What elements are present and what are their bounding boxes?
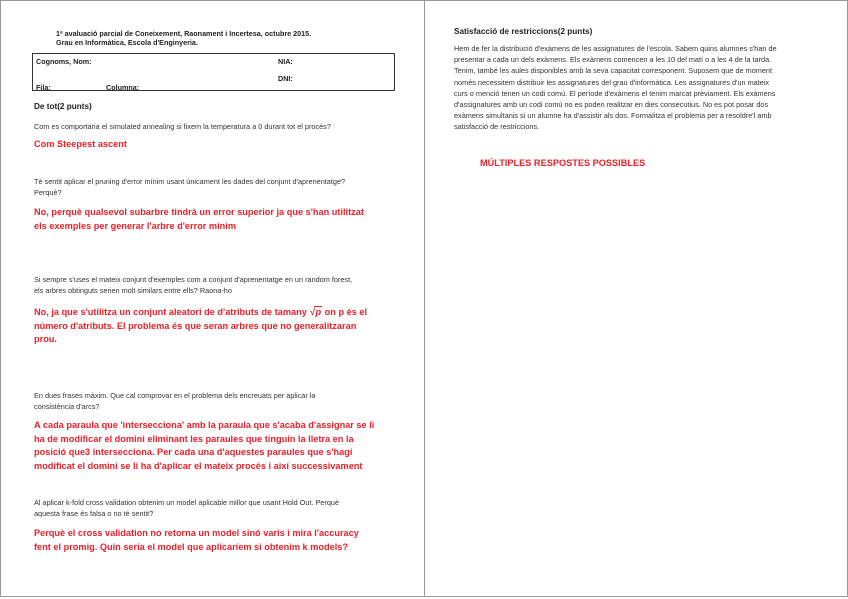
question-5: Al aplicar k-fold cross validation obtenim un model aplicable millor que usant Hold Out. Perquè aquesta frase és falsa o no té sentit? [34,498,340,518]
right-page [424,0,848,597]
answer-5: Perquè el cross validation no retorna un model sinó varis i mira l'accuracy fent el promig. Quin seria el model que aplicaríem si obtenim k models? [34,528,359,552]
question-1: Com es comportaria el simulated annealing si fixem la temperatura a 0 durant tot el procés? [34,122,331,131]
section-title-general: De tot(2 punts) [34,102,92,111]
exam-header [56,29,311,47]
nia-label: NIA: [278,57,293,66]
section-title-constraints: Satisfacció de restriccions(2 punts) [454,27,593,36]
column-label: Columna: [106,83,140,92]
problem-statement: Hem de fer la distribució d'exàmens de les assignatures de l'escola. Sabem quins alumnes s'han de presentar a cada un dels exàmens. Els exàmens comencen a les 10 del matí o a les 4 de la tarda. Tenim, també les aules disponibles amb la seva capacitat corresponent. Suposem que de moment només necessitem distribuir les assignatures del grau d'informàtica. Les assignatures d'un mateix curs o menció tenen un codi comú. El període d'exàmens el tenim marcat prèviament. Els exàmens d'assignatures amb un codi comú no es poden realitzar en dies consecutius. No es pot posar dos exàmens simultanis si un alumne ha d'assistir als dos. Formalitza el problema per a resoldre'l amb satisfacció de restriccions. [454,44,777,132]
question-3: Si sempre s'uses el mateix conjunt d'exemples com a conjunt d'aprenentatge en un random forest, els arbres obtinguts serien molt similars entre ells? Raona-ho [34,275,353,295]
header-line-1: 1ª avaluació parcial de Coneixement, Raonament i Incertesa, octubre 2015. [56,29,312,38]
answer-1: Com Steepest ascent [34,139,127,149]
question-2: Té sentit aplicar el pruning d'error mínim usant únicament les dades del conjunt d'aprenentatge? Perquè? [34,177,346,197]
row-label: Fila: [36,83,51,92]
sqrt-symbol: √p [309,307,322,317]
dni-label: DNI: [278,74,293,83]
answer-4: A cada paraula que 'intersecciona' amb la paraula que s'acaba d'assignar se li ha de modificar el domini eliminant les paraules que tinguin la lletra en la posició que3 intersecciona. Per cada una d'aquestes paraules que s'hagi modificat el domini se li ha d'aplicar el mateix procés i així successivament [34,420,375,471]
header-line-2: Grau en Informàtica, Escola d'Enginyeria. [56,38,198,47]
surname-label: Cognoms, Nom: [36,57,92,66]
question-4: En dues frases màxim. Que cal comprovar en el problema dels encreuats per aplicar la consistència d'arcs? [34,391,316,411]
answer-3: No, ja que s'utilitza un conjunt aleatori de d'atributs de tamany √p on p és el número d'atributs. El problema és que seran arbres que no generalitzaran prou. [34,307,368,344]
answer-multiple: MÚLTIPLES RESPOSTES POSSIBLES [480,158,646,168]
answer-2: No, perquè qualsevol subarbre tindrà un error superior ja que s'han utilitzat els exemples per generar l'arbre d'error mínim [34,207,364,231]
left-page [0,0,425,597]
student-id-box [32,53,395,91]
